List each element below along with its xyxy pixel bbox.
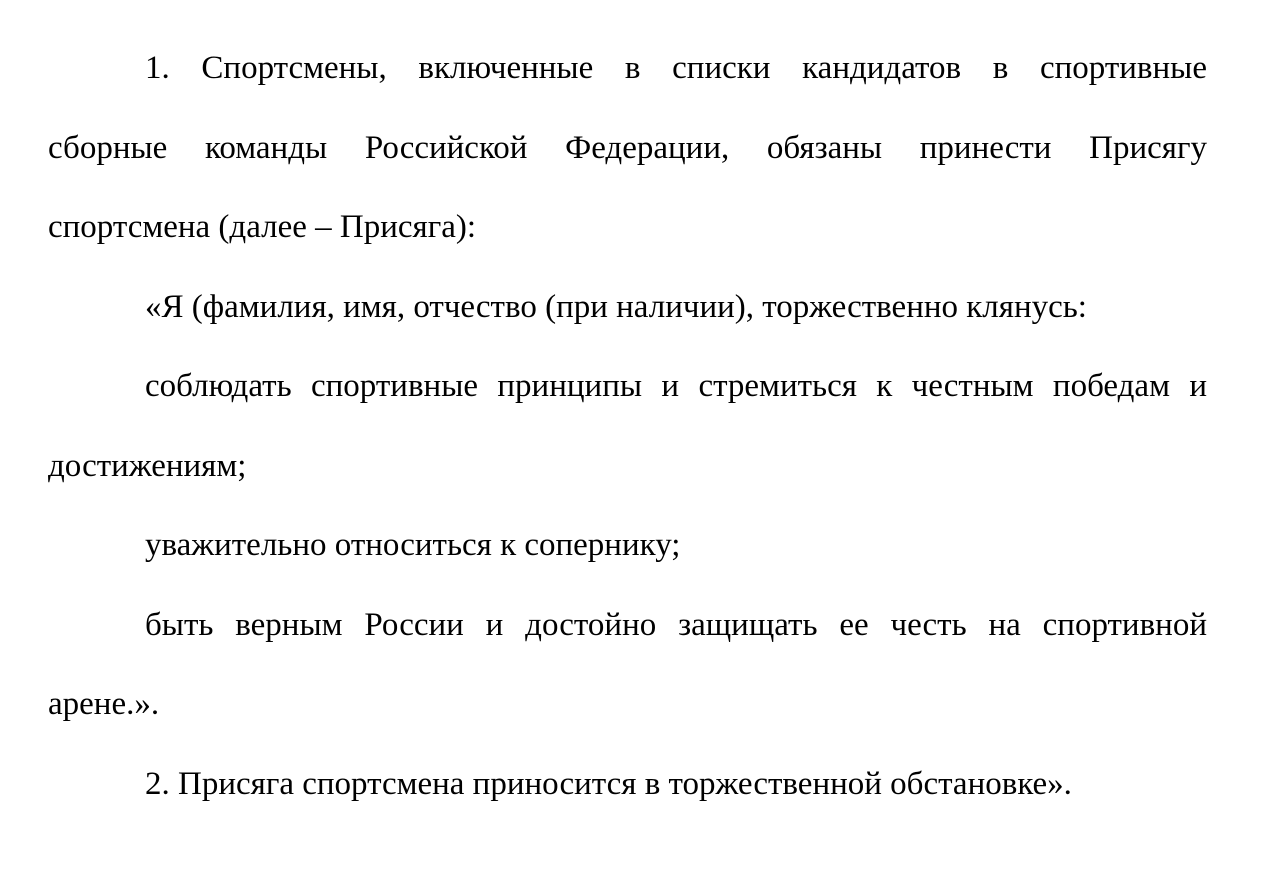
text-line: 2. Присяга спортсмена приносится в торжественной обстановке». (145, 765, 1072, 802)
text-line: соблюдать спортивные принципы и стремиться к честным победам и (145, 368, 1207, 404)
text-line: быть верным России и достойно защищать ее честь на спортивной (145, 606, 1207, 643)
text-line: уважительно относиться к сопернику; (145, 527, 681, 563)
text-line: достижениям; (48, 447, 247, 484)
text-line: сборные команды Российской Федерации, обязаны принести Присягу (48, 129, 1207, 166)
text-line: 1. Спортсмены, включенные в списки кандидатов в спортивные (145, 50, 1207, 86)
text-line: «Я (фамилия, имя, отчество (при наличии), торжественно клянусь: (145, 288, 1087, 325)
text-line: арене.». (48, 686, 160, 722)
text-line: спортсмена (далее – Присяга): (48, 209, 477, 245)
